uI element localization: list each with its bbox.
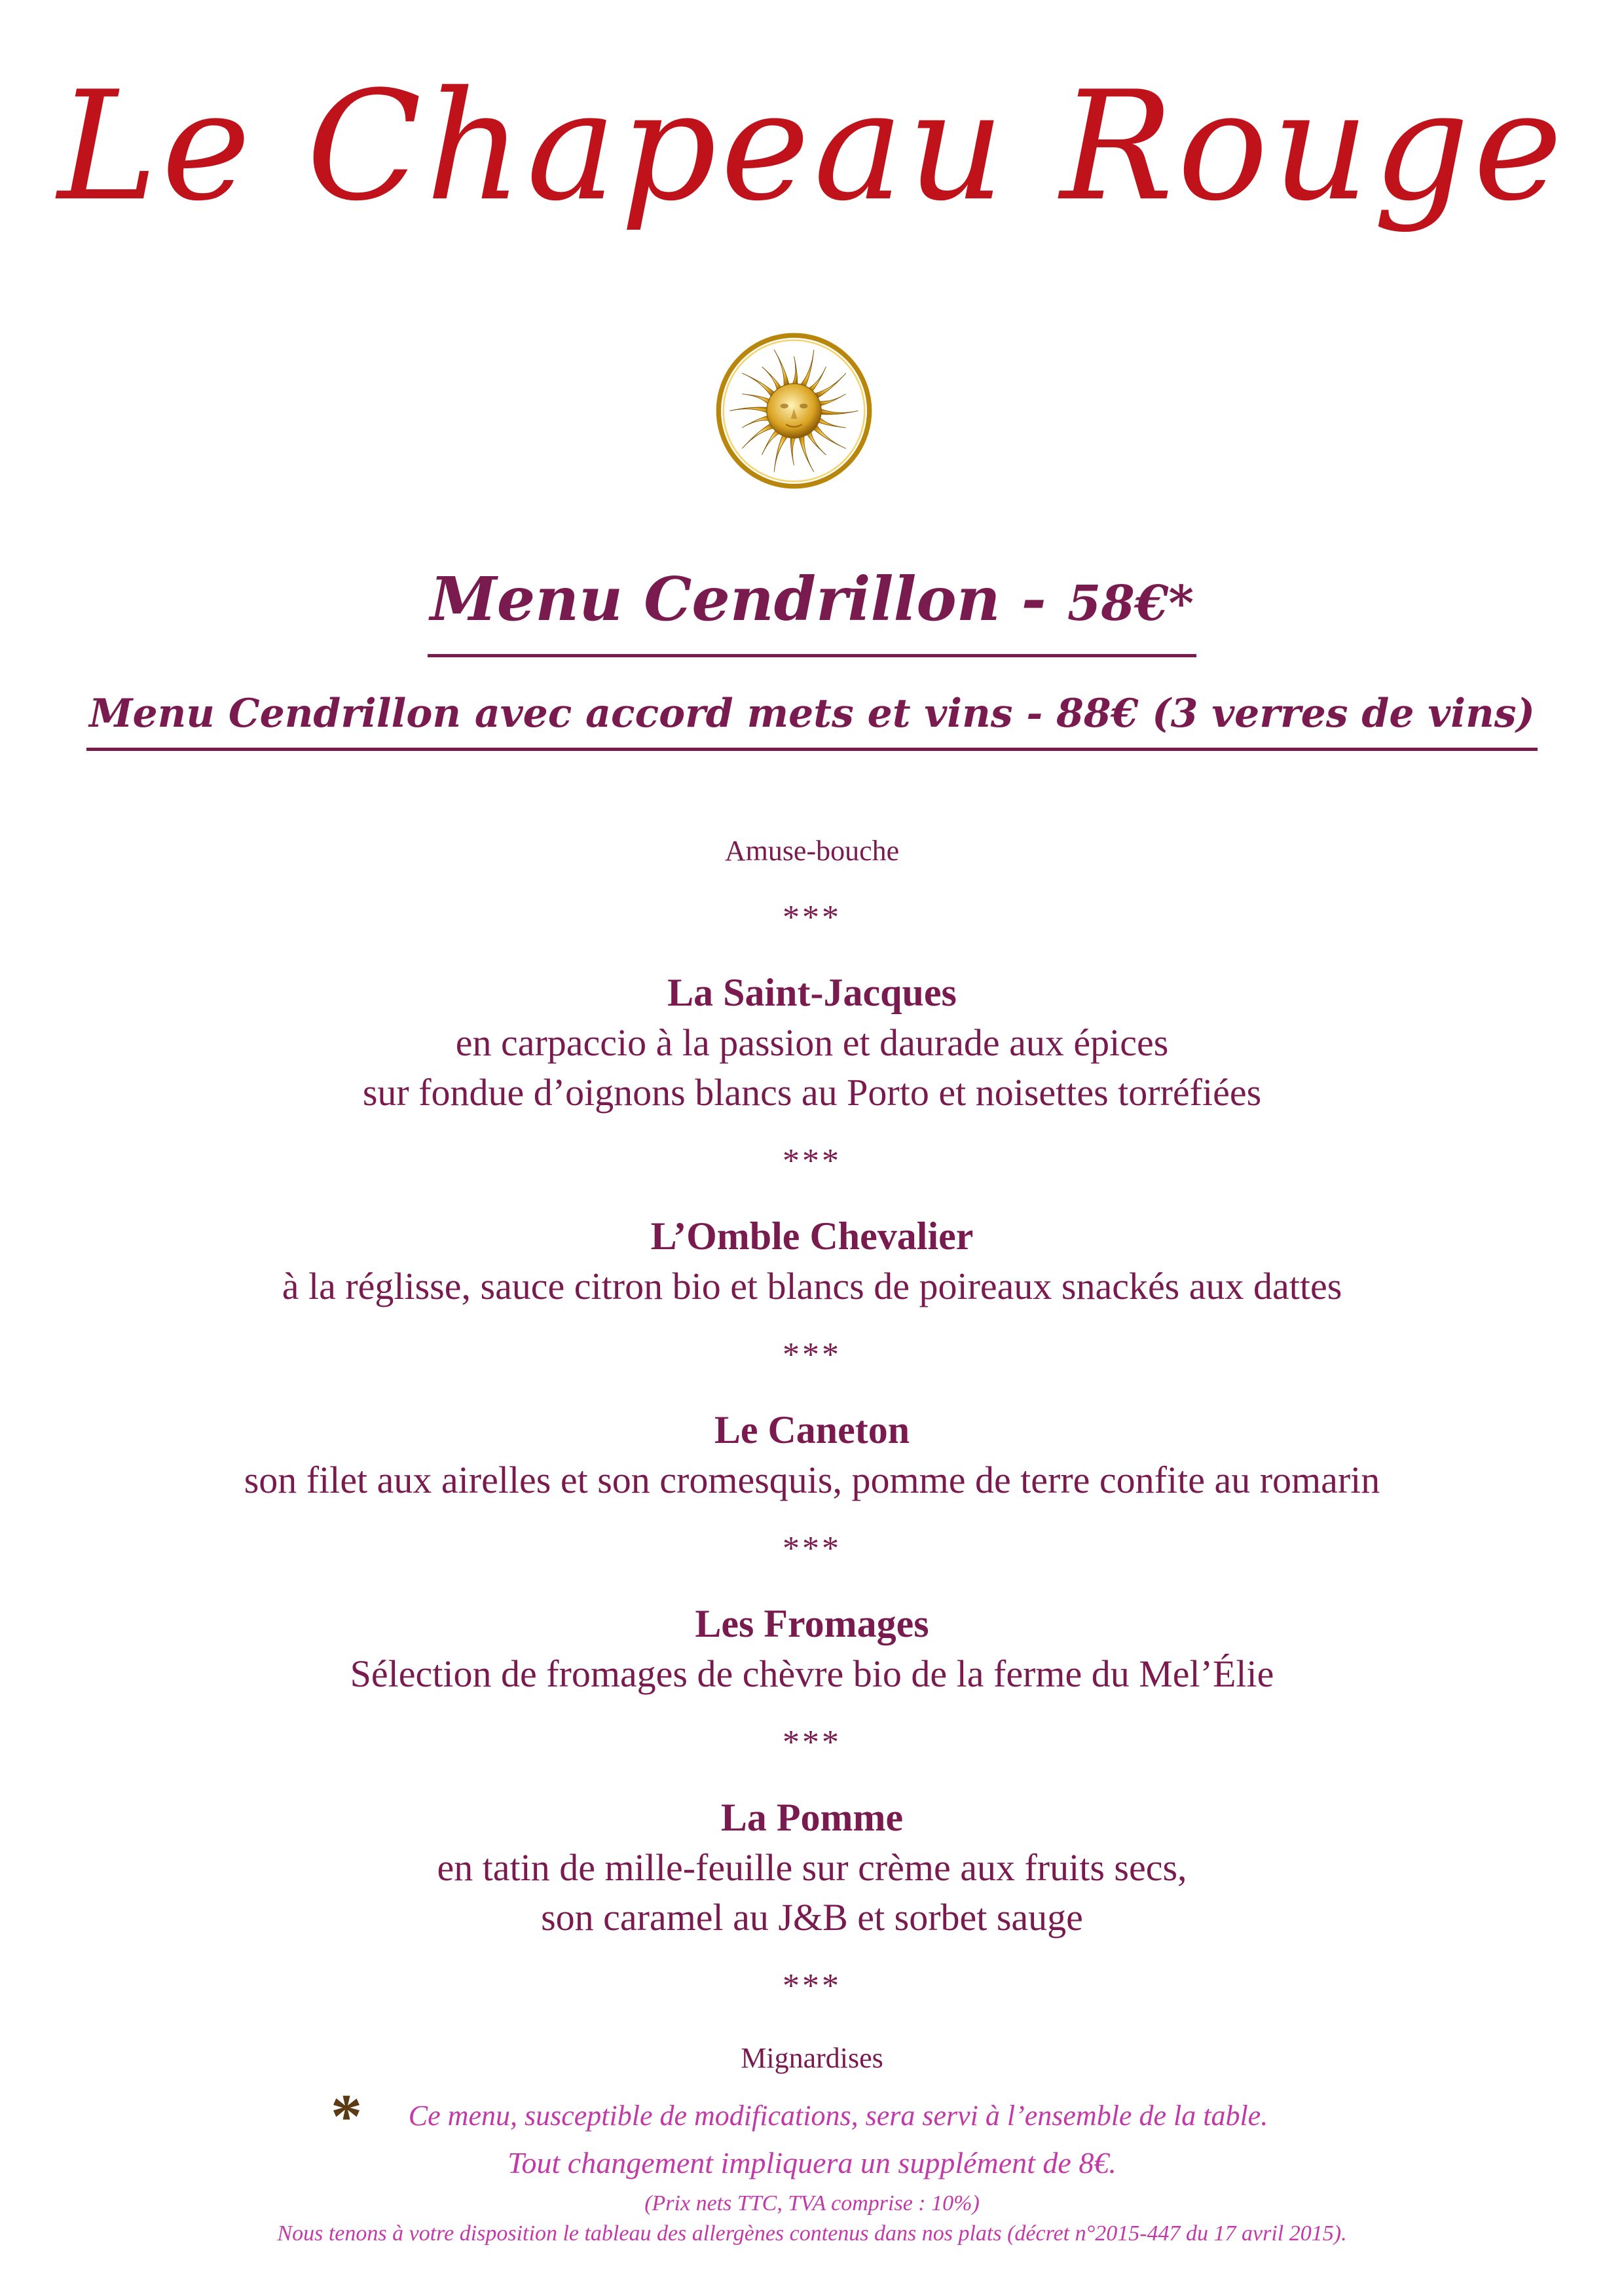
footnote-asterisk: * bbox=[331, 2081, 362, 2151]
course-title: La Saint-Jacques bbox=[667, 971, 957, 1014]
sun-ray bbox=[774, 433, 790, 472]
course-separator: *** bbox=[783, 1724, 841, 1761]
course-description: Sélection de fromages de chèvre bio de la ferme du Mel’Élie bbox=[350, 1652, 1274, 1695]
sun-ray bbox=[798, 350, 814, 389]
sun-ray bbox=[818, 408, 858, 414]
sun-ray bbox=[730, 407, 771, 414]
amuse-bouche: Amuse-bouche bbox=[724, 835, 900, 867]
footer-line-1: Ce menu, susceptible de modifications, sera servi à l’ensemble de la table. bbox=[408, 2100, 1268, 2132]
footer-notes bbox=[0, 2095, 1624, 2250]
sun-ray bbox=[790, 435, 797, 465]
menu-title-price: 58€* bbox=[1067, 575, 1194, 632]
menu-subtitle bbox=[0, 687, 1624, 751]
menu-title-separator: - bbox=[1000, 564, 1067, 634]
course-separator: *** bbox=[783, 1142, 841, 1180]
mignardises: Mignardises bbox=[741, 2042, 883, 2074]
course-separator: *** bbox=[783, 1530, 841, 1567]
footer-line-2: Tout changement impliquera un supplément de 8€. bbox=[507, 2146, 1116, 2179]
course-title: La Pomme bbox=[720, 1796, 904, 1839]
course-title: Le Caneton bbox=[714, 1408, 910, 1451]
menu-title-name: Menu Cendrillon bbox=[430, 564, 1001, 634]
menu-title bbox=[0, 563, 1624, 657]
menu-body bbox=[0, 828, 1624, 2081]
menu-subtitle-text: Menu Cendrillon avec accord mets et vins - 88€ (3 verres de vins) bbox=[86, 687, 1538, 751]
course-title: L’Omble Chevalier bbox=[650, 1214, 974, 1258]
course-description: en carpaccio à la passion et daurade aux épices bbox=[455, 1021, 1169, 1064]
course-description: en tatin de mille-feuille sur crème aux fruits secs, bbox=[437, 1846, 1187, 1889]
restaurant-logo: Le Chapeau Rouge bbox=[57, 60, 1567, 234]
sun-king-medallion-icon bbox=[714, 331, 874, 491]
course-description: son caramel au J&B et sorbet sauge bbox=[541, 1896, 1083, 1939]
course-title: Les Fromages bbox=[695, 1602, 929, 1645]
course-description: son filet aux airelles et son cromesquis, pomme de terre confite au romarin bbox=[244, 1459, 1380, 1501]
course-separator: *** bbox=[783, 1336, 841, 1374]
course-separator: *** bbox=[783, 1967, 841, 2005]
course-separator: *** bbox=[783, 899, 841, 936]
footer-line-4: Nous tenons à votre disposition le tableau des allergènes contenus dans nos plats (décret n°2015-447 du 17 avril 2015). bbox=[277, 2221, 1347, 2246]
sun-ray bbox=[791, 356, 798, 387]
course-description: à la réglisse, sauce citron bio et blancs de poireaux snackés aux dattes bbox=[282, 1265, 1342, 1307]
footer-line-3: (Prix nets TTC, TVA comprise : 10%) bbox=[644, 2191, 980, 2215]
course-description: sur fondue d’oignons blancs au Porto et noisettes torréfiées bbox=[362, 1071, 1262, 1114]
